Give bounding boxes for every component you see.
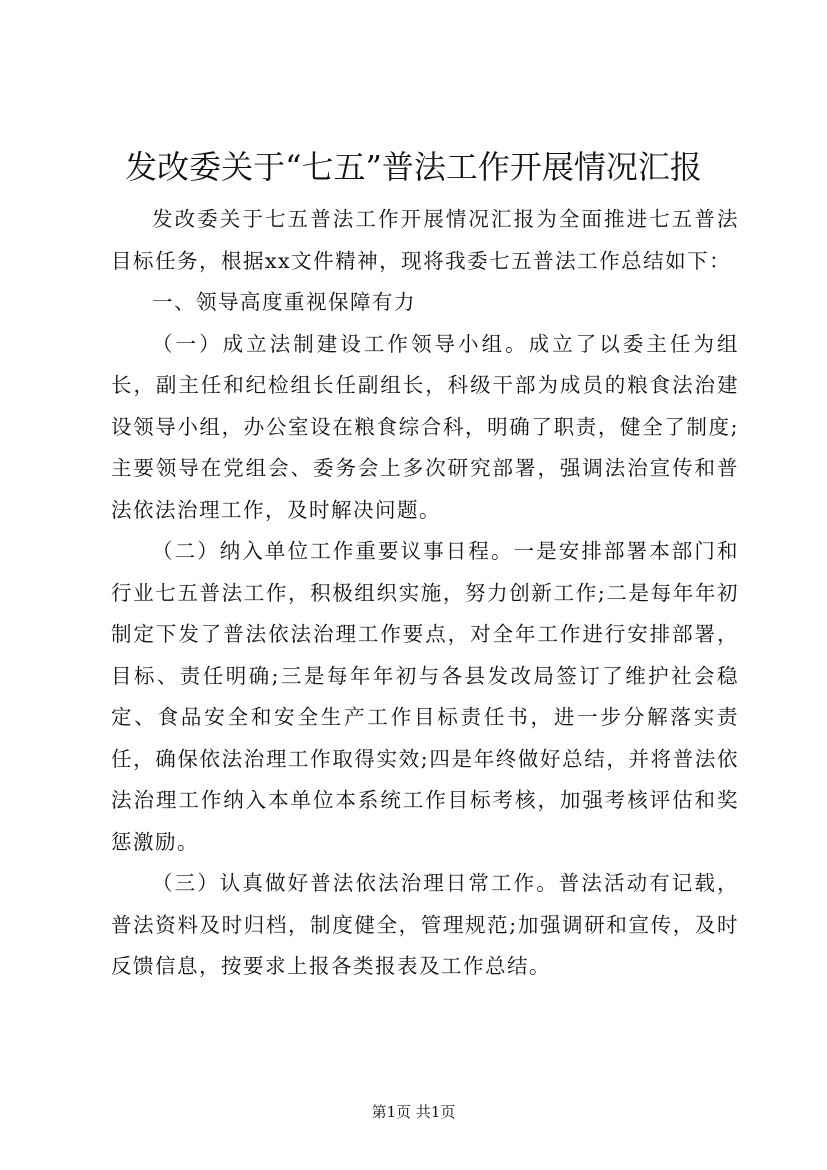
paragraph-item-2: （二）纳入单位工作重要议事日程。一是安排部署本部门和行业七五普法工作，积极组织实施，努力创新工作;二是每年年初制定下发了普法依法治理工作要点，对全年工作进行安排部署，目标、责任明确;三是每年年初与各县发改局签订了维护社会稳定、食品安全和安全生产工作目标责任书，进一步分解落实责任，确保依法治理工作取得实效;四是年终做好总结，并将普法依法治理工作纳入本单位本系统工作目标考核，加强考核评估和奖惩激励。: [111, 539, 739, 854]
paragraph-item-1: （一）成立法制建设工作领导小组。成立了以委主任为组长，副主任和纪检组长任副组长，科级干部为成员的粮食法治建设领导小组，办公室设在粮食综合科，明确了职责，健全了制度;主要领导在党组会、委务会上多次研究部署，强调法治宣传和普法依法治理工作，及时解决问题。: [111, 331, 739, 522]
paragraph-item-3: （三）认真做好普法依法治理日常工作。普法活动有记载，普法资料及时归档，制度健全，管理规范;加强调研和宣传，及时反馈信息，按要求上报各类报表及工作总结。: [111, 871, 739, 978]
document-title: 发改委关于“七五”普法工作开展情况汇报: [125, 148, 702, 186]
section-heading-1: 一、领导高度重视保障有力: [152, 290, 416, 314]
intro-paragraph: 发改委关于七五普法工作开展情况汇报为全面推进七五普法目标任务，根据xx文件精神，现将我委七五普法工作总结如下：: [111, 207, 739, 273]
page-number-footer: 第1页 共1页: [371, 1103, 456, 1121]
document-body: [111, 199, 739, 988]
